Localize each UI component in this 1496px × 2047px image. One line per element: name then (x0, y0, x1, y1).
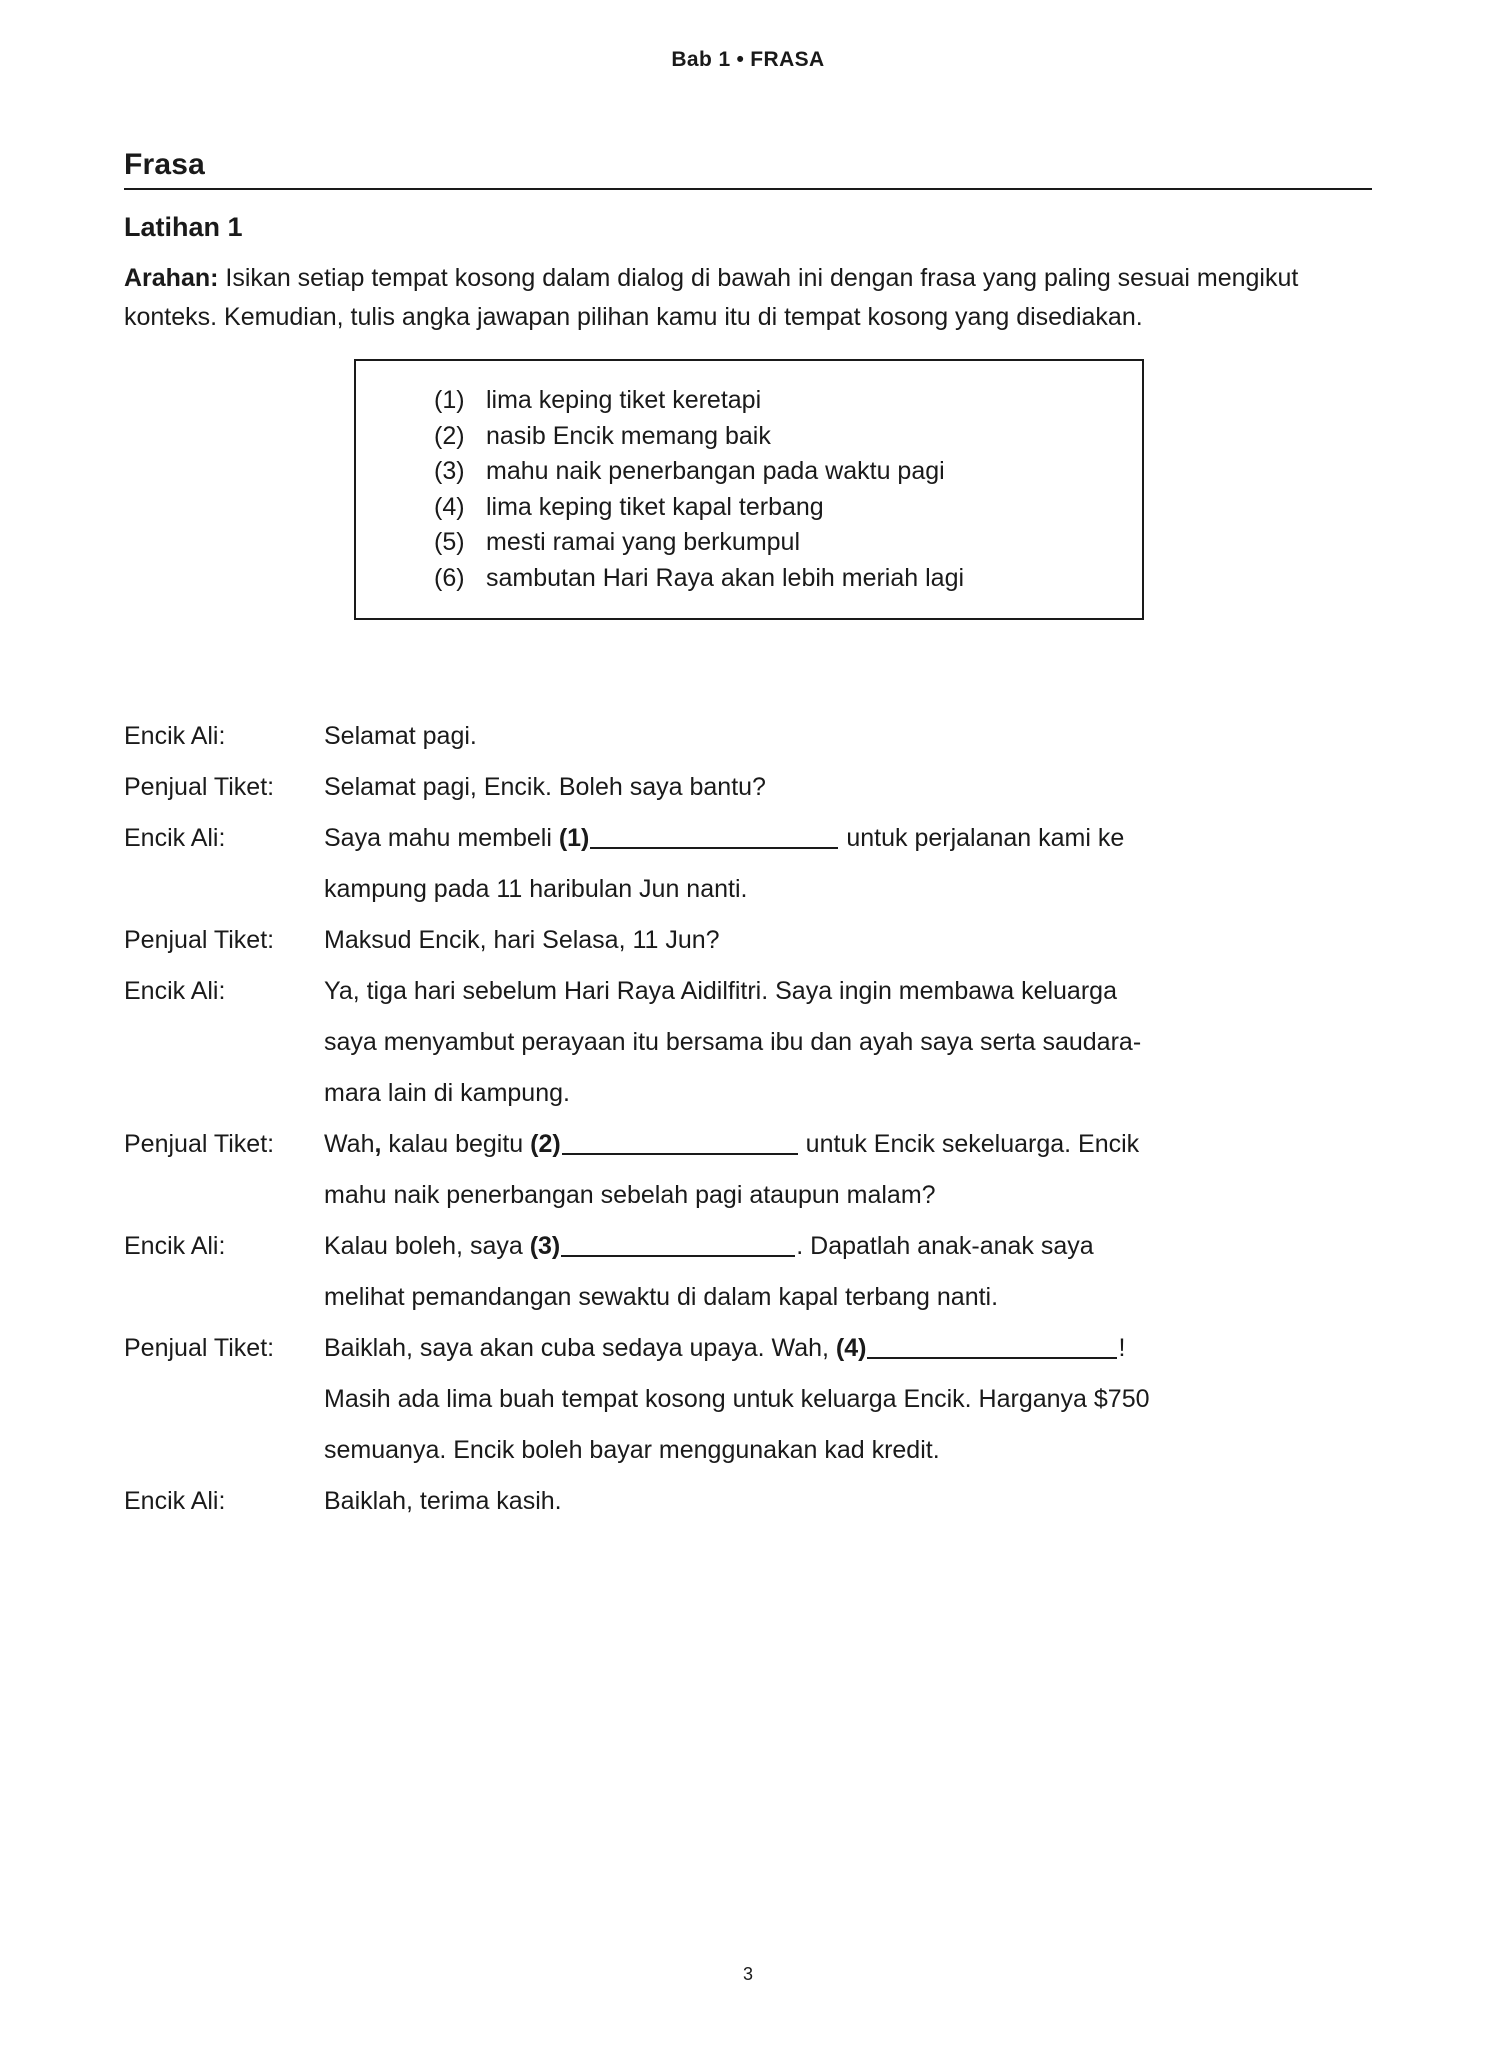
instruction-paragraph (124, 259, 1334, 337)
dialogue-lines (324, 979, 1372, 1132)
dialogue-line: mahu naik penerbangan sebelah pagi ataupun malam? (324, 1181, 936, 1209)
dialogue-speaker: Encik Ali: (124, 824, 226, 852)
dialogue-lines (324, 1234, 1372, 1336)
dialogue-line (324, 775, 1372, 826)
dialogue-line: Ya, tiga hari sebelum Hari Raya Aidilfitri. Saya ingin membawa keluarga (324, 977, 1117, 1005)
option-number: (1) (434, 386, 465, 414)
dialogue-text: untuk Encik sekeluarga. Encik (798, 1130, 1140, 1158)
dialogue-turn (124, 1234, 1372, 1336)
instruction-label: Arahan: (124, 264, 219, 292)
dialogue-text: Baiklah, saya akan cuba sedaya upaya. Wah, (324, 1334, 836, 1362)
option-text: mesti ramai yang berkumpul (486, 528, 801, 556)
dialogue-speaker: Penjual Tiket: (124, 1130, 275, 1158)
instruction-text: Isikan setiap tempat kosong dalam dialog di bawah ini dengan frasa yang paling sesuai mengikut konteks. Kemudian, tulis angka jawapan pilihan kamu itu di tempat kosong yang disediakan. (124, 264, 1299, 331)
dialogue-turn (124, 775, 1372, 826)
dialogue-line: Maksud Encik, hari Selasa, 11 Jun? (324, 926, 720, 954)
dialogue-line (324, 1132, 1372, 1183)
dialogue-lines (324, 1336, 1372, 1489)
answer-blank-1[interactable] (590, 827, 838, 849)
dialogue-text: ! (1118, 1334, 1126, 1362)
list-item (356, 454, 1142, 490)
answer-blank-4[interactable] (867, 1337, 1117, 1359)
dialogue-line: Baiklah, terima kasih. (324, 1487, 562, 1515)
dialogue-line: semuanya. Encik boleh bayar menggunakan kad kredit. (324, 1436, 940, 1464)
dialogue-turn (124, 1489, 1372, 1540)
dialogue-turn (124, 1132, 1372, 1234)
option-text: lima keping tiket keretapi (486, 386, 762, 414)
list-item (356, 561, 1142, 597)
answer-blank-3[interactable] (561, 1235, 795, 1257)
option-text: mahu naik penerbangan pada waktu pagi (486, 457, 945, 485)
dialogue-text-bold: , (374, 1130, 382, 1158)
list-item (356, 490, 1142, 526)
dialogue-lines (324, 1489, 1372, 1540)
dialogue-text: Wah (324, 1130, 375, 1158)
dialogue-text: Selamat pagi, Encik. Boleh saya bantu? (324, 773, 766, 801)
dialogue-line: kampung pada 11 haribulan Jun nanti. (324, 875, 748, 903)
dialogue-line: Masih ada lima buah tempat kosong untuk keluarga Encik. Harganya $750 (324, 1385, 1150, 1413)
list-item (356, 419, 1142, 455)
dialogue-lines (324, 826, 1372, 928)
blank-number-1: (1) (558, 824, 590, 852)
option-number: (5) (434, 528, 465, 556)
dialogue-speaker: Encik Ali: (124, 1232, 226, 1260)
dialogue-turn (124, 826, 1372, 928)
running-head-chapter: Bab 1 (671, 48, 731, 71)
dialogue-speaker: Encik Ali: (124, 722, 226, 750)
running-head (0, 48, 1496, 72)
bullet-icon: • (736, 48, 745, 71)
dialogue-speaker: Encik Ali: (124, 1487, 226, 1515)
options-box (354, 359, 1144, 620)
option-number: (4) (434, 492, 465, 521)
dialogue-speaker: Encik Ali: (124, 977, 226, 1005)
dialogue-block (124, 724, 1372, 1540)
dialogue-lines (324, 928, 1372, 979)
blank-number-2: (2) (530, 1130, 561, 1158)
option-number: (6) (434, 563, 465, 592)
list-item (356, 383, 1142, 419)
dialogue-speaker: Penjual Tiket: (124, 1334, 275, 1362)
page-number: 3 (742, 1964, 753, 1984)
dialogue-line: mara lain di kampung. (324, 1079, 570, 1107)
dialogue-turn (124, 979, 1372, 1132)
dialogue-text: Selamat pagi. (324, 722, 477, 750)
dialogue-lines (324, 1132, 1372, 1234)
option-text: sambutan Hari Raya akan lebih meriah lagi (486, 563, 965, 592)
dialogue-text: Saya mahu membeli (324, 824, 559, 852)
dialogue-turn (124, 1336, 1372, 1489)
dialogue-text: . Dapatlah anak-anak saya (796, 1232, 1094, 1260)
dialogue-line (324, 724, 1372, 775)
dialogue-speaker: Penjual Tiket: (124, 773, 275, 801)
dialogue-line (324, 1234, 1372, 1285)
option-text: nasib Encik memang baik (486, 421, 771, 450)
blank-number-4: (4) (835, 1334, 867, 1362)
blank-number-3: (3) (529, 1232, 561, 1260)
dialogue-text: untuk perjalanan kami ke (839, 824, 1125, 852)
list-item (356, 525, 1142, 561)
option-number: (2) (434, 421, 465, 450)
dialogue-speaker: Penjual Tiket: (124, 926, 275, 954)
option-text: lima keping tiket kapal terbang (486, 492, 824, 521)
option-number: (3) (434, 457, 465, 485)
dialogue-turn (124, 928, 1372, 979)
dialogue-line (324, 826, 1372, 877)
page-title: Frasa (124, 148, 1372, 190)
dialogue-turn (124, 724, 1372, 775)
dialogue-text: Kalau boleh, saya (324, 1232, 530, 1260)
dialogue-line (324, 1336, 1372, 1387)
answer-blank-2[interactable] (562, 1133, 798, 1155)
dialogue-line: melihat pemandangan sewaktu di dalam kapal terbang nanti. (324, 1283, 999, 1311)
dialogue-text: kalau begitu (381, 1130, 531, 1158)
dialogue-line: saya menyambut perayaan itu bersama ibu dan ayah saya serta saudara- (324, 1028, 1142, 1056)
page-content (124, 148, 1372, 1540)
exercise-title: Latihan 1 (124, 212, 243, 242)
dialogue-lines (324, 724, 1372, 775)
running-head-topic: FRASA (750, 48, 825, 71)
dialogue-lines (324, 775, 1372, 826)
